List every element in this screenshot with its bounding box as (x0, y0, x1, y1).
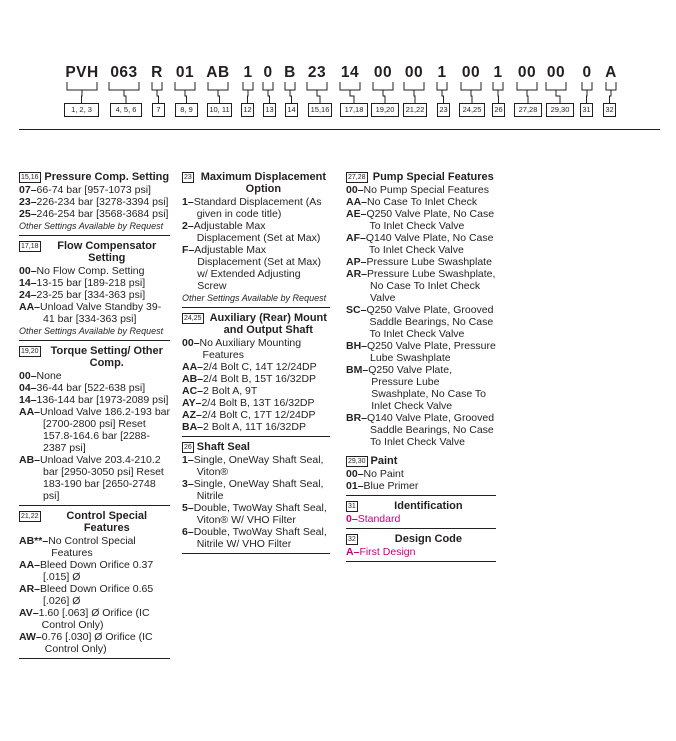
section-paint (346, 455, 496, 496)
code-position-box: 23 (437, 103, 450, 117)
option-code: SC (346, 304, 361, 316)
option-description: No Case To Inlet Check (367, 196, 478, 208)
option-dash: – (30, 382, 37, 394)
section-design-code (346, 533, 496, 562)
position-badge: 29,30 (348, 458, 366, 465)
option-code: 14 (19, 277, 31, 289)
option-description: Unload Valve 203.4-210.2 bar [2950-3050 psi] Reset 183-190 bar [2650-2748 psi] (40, 454, 164, 502)
option-description: 226-234 bar [3278-3394 psi] (36, 196, 169, 208)
option-dash: – (32, 607, 39, 619)
code-char: B (284, 64, 296, 81)
option-dash: – (197, 385, 204, 397)
code-bracket (67, 82, 97, 103)
option-dash: – (357, 480, 364, 492)
section-pump-special (346, 171, 496, 451)
section-note: Other Settings Available by Request (19, 221, 164, 231)
position-badge: 15,16 (21, 174, 39, 181)
option-item (182, 454, 330, 478)
option-item (346, 340, 496, 364)
code-bracket (493, 82, 503, 103)
option-item (19, 454, 170, 502)
code-char: PVH (65, 64, 99, 81)
option-description: No Paint (363, 468, 404, 480)
option-description: Pressure Lube Swashplate, No Case To Inlet Check Valve (367, 268, 496, 304)
option-item (19, 196, 170, 208)
option-code: AA (182, 361, 198, 373)
option-item (182, 409, 330, 421)
option-item (19, 559, 170, 583)
option-code: AA (346, 196, 362, 208)
option-description: 2/4 Bolt B, 13T 16/32DP (201, 397, 315, 409)
section-title: Paint (370, 455, 398, 467)
code-bracket (340, 82, 360, 103)
option-dash: – (197, 373, 204, 385)
option-dash: – (361, 340, 368, 352)
option-item (19, 583, 170, 607)
option-item (346, 268, 496, 304)
option-item (346, 304, 496, 340)
code-position-box: 17,18 (340, 103, 368, 117)
option-description: Bleed Down Orifice 0.37 [.015] Ø (40, 559, 154, 583)
section-heading (19, 345, 170, 369)
section-title: Shaft Seal (196, 441, 250, 453)
section-identification (346, 500, 496, 529)
option-item (19, 631, 170, 655)
option-code: AE (346, 208, 361, 220)
code-position-box: 10, 11 (207, 103, 232, 117)
option-dash: – (360, 208, 367, 220)
section-heading (19, 171, 170, 183)
option-item (19, 184, 170, 196)
section-title: Identification (394, 500, 463, 512)
section-heading (346, 533, 496, 545)
option-code: 25 (19, 208, 31, 220)
position-badge: 32 (348, 536, 356, 543)
option-description: Double, TwoWay Shaft Seal, Nitrile W/ VHO Filter (193, 526, 327, 550)
option-code: 00 (19, 370, 31, 382)
section-title: Design Code (394, 533, 463, 545)
code-position-box: 4, 5, 6 (110, 103, 142, 117)
section-max-displacement (182, 171, 330, 308)
section-heading (19, 240, 170, 264)
position-badge: 19,20 (21, 348, 39, 355)
option-description: 2 Bolt A, 11T 16/32DP (203, 421, 306, 433)
code-char: 00 (517, 64, 537, 81)
option-code: AA (19, 559, 35, 571)
code-bracket (208, 82, 228, 103)
code-char: 00 (404, 64, 424, 81)
code-position-box: 31 (580, 103, 593, 117)
option-dash: – (193, 337, 200, 349)
section-title: Maximum Displacement Option (200, 171, 327, 195)
position-badge: 24,25 (184, 315, 202, 322)
option-description: None (36, 370, 62, 382)
option-dash: – (195, 397, 202, 409)
section-note: Other Settings Available by Request (182, 293, 327, 303)
code-position-box: 15,16 (308, 103, 332, 117)
option-code: 1 (182, 454, 188, 466)
code-char: 1 (493, 64, 503, 81)
code-bracket (263, 82, 273, 103)
section-title: Auxiliary (Rear) Mount and Output Shaft (209, 312, 327, 336)
option-description: Standard (357, 513, 401, 525)
code-position-box: 21,22 (403, 103, 427, 117)
section-flow-compensator (19, 240, 170, 341)
option-dash: – (360, 256, 367, 268)
section-heading (346, 455, 496, 467)
option-code: AB (182, 373, 198, 385)
option-code: AB (19, 454, 35, 466)
option-code: 00 (182, 337, 194, 349)
code-char: 01 (175, 64, 195, 81)
option-dash: – (34, 583, 41, 595)
section-title: Control Special Features (66, 510, 148, 534)
code-bracket (404, 82, 424, 103)
option-dash: – (187, 526, 194, 538)
option-code: 04 (19, 382, 31, 394)
position-badge: 23 (184, 174, 192, 181)
option-description: Q140 Valve Plate, No Case To Inlet Check Valve (365, 232, 494, 256)
code-position-box: 26 (492, 103, 505, 117)
code-bracket (285, 82, 295, 103)
code-char: 00 (546, 64, 566, 81)
option-description: Adjustable Max Displacement (Set at Max) w/ Extended Adjusting Screw (194, 244, 321, 292)
option-code: 01 (346, 480, 358, 492)
option-code: 0 (346, 513, 352, 525)
option-description: Q250 Valve Plate, Pressure Lube Swashplate (367, 340, 496, 364)
section-heading (346, 171, 496, 183)
code-position-box: 14 (285, 103, 298, 117)
option-description: First Design (359, 546, 416, 558)
option-code: BR (346, 412, 362, 424)
code-position-box: 1, 2, 3 (64, 103, 99, 117)
option-dash: – (361, 196, 368, 208)
code-bracket (606, 82, 616, 103)
option-code: AR (19, 583, 35, 595)
position-badge: 31 (348, 503, 356, 510)
option-dash: – (187, 220, 194, 232)
option-item (19, 607, 170, 631)
code-bracket (109, 82, 139, 103)
option-description: 23-25 bar [334-363 psi] (36, 289, 146, 301)
option-item (346, 256, 496, 268)
option-item (346, 232, 496, 256)
option-dash: – (30, 277, 37, 289)
code-bracket (546, 82, 566, 103)
option-item (346, 196, 496, 208)
option-code: 5 (182, 502, 188, 514)
option-item (19, 277, 170, 289)
option-description: No Auxiliary Mounting Features (199, 337, 302, 361)
option-item (19, 394, 170, 406)
option-item (346, 364, 496, 412)
option-dash: – (357, 184, 364, 196)
option-description: 36-44 bar [522-638 psi] (36, 382, 146, 394)
option-description: 0.76 [.030] Ø Orifice (IC Control Only) (41, 631, 153, 655)
option-code: AA (19, 406, 35, 418)
option-code: 1 (182, 196, 188, 208)
option-description: Pressure Lube Swashplate (366, 256, 492, 268)
option-description: Unload Valve 186.2-193 bar [2700-2800 psi] Reset 157.8-164.6 bar [2288-2387 psi] (40, 406, 170, 454)
option-item (182, 196, 330, 220)
option-code: AW (19, 631, 36, 643)
code-bracket (461, 82, 481, 103)
position-badge: 17,18 (21, 243, 39, 250)
option-description: 2/4 Bolt B, 15T 16/32DP (203, 373, 317, 385)
option-item (182, 421, 330, 433)
option-item (182, 385, 330, 397)
section-title: Pump Special Features (372, 171, 494, 183)
code-connector-lines (0, 60, 676, 120)
option-dash: – (187, 502, 194, 514)
code-position-box: 7 (152, 103, 165, 117)
option-code: 07 (19, 184, 31, 196)
option-code: 00 (346, 468, 358, 480)
option-code: 2 (182, 220, 188, 232)
option-description: Blue Primer (363, 480, 419, 492)
section-pressure-comp (19, 171, 170, 236)
code-char: 1 (243, 64, 253, 81)
option-item (182, 397, 330, 409)
option-code: 3 (182, 478, 188, 490)
code-char: A (605, 64, 617, 81)
option-item (346, 468, 496, 480)
option-dash: – (197, 421, 204, 433)
option-dash: – (30, 208, 37, 220)
code-char: 23 (307, 64, 327, 81)
option-item (19, 382, 170, 394)
option-description: 136-144 bar [1973-2089 psi] (36, 394, 169, 406)
option-description: Q250 Valve Plate, Grooved Saddle Bearings, No Case To Inlet Check Valve (366, 304, 494, 340)
code-position-box: 19,20 (371, 103, 399, 117)
option-code: AF (346, 232, 360, 244)
option-dash: – (353, 546, 360, 558)
option-code: 24 (19, 289, 31, 301)
section-shaft-seal (182, 441, 330, 554)
position-badge: 27,28 (348, 174, 366, 181)
section-title: Pressure Comp. Setting (44, 171, 170, 183)
option-code: 23 (19, 196, 31, 208)
code-bracket (175, 82, 195, 103)
code-position-box: 24,25 (459, 103, 485, 117)
option-item (346, 480, 496, 492)
option-dash: – (360, 232, 366, 244)
option-item (182, 220, 330, 244)
code-position-box: 12 (241, 103, 254, 117)
option-dash: – (30, 184, 37, 196)
option-description: Adjustable Max Displacement (Set at Max) (193, 220, 321, 244)
section-heading (182, 312, 330, 336)
option-dash: – (34, 559, 41, 571)
code-position-box: 27,28 (514, 103, 542, 117)
option-code: 00 (19, 265, 31, 277)
column-1 (19, 171, 170, 663)
option-code: AR (346, 268, 362, 280)
option-dash: – (30, 394, 37, 406)
option-description: Standard Displacement (As given in code title) (193, 196, 322, 220)
model-code-header (0, 60, 676, 120)
option-code: AZ (182, 409, 196, 421)
code-char: 1 (437, 64, 447, 81)
option-item (182, 373, 330, 385)
option-description: Q250 Valve Plate, Pressure Lube Swashplate, No Case To Inlet Check Valve (368, 364, 486, 412)
code-char: 0 (263, 64, 273, 81)
option-dash: – (188, 244, 195, 256)
code-position-box: 13 (263, 103, 276, 117)
option-code: BM (346, 364, 363, 376)
option-dash: – (34, 454, 41, 466)
code-char: 00 (461, 64, 481, 81)
option-dash: – (34, 301, 41, 313)
option-dash: – (34, 406, 41, 418)
code-bracket (243, 82, 253, 103)
option-description: 2/4 Bolt C, 14T 12/24DP (203, 361, 317, 373)
option-description: 246-254 bar [3568-3684 psi] (36, 208, 169, 220)
option-dash: – (30, 289, 37, 301)
option-description: No Pump Special Features (363, 184, 490, 196)
option-dash: – (187, 454, 194, 466)
header-divider (19, 129, 660, 130)
section-heading (182, 171, 330, 195)
option-code: 00 (346, 184, 358, 196)
option-item (182, 502, 330, 526)
section-title: Flow Compensator Setting (57, 240, 157, 264)
option-item (19, 370, 170, 382)
option-dash: – (362, 364, 369, 376)
option-item (182, 361, 330, 373)
option-dash: – (187, 196, 194, 208)
option-dash: – (35, 631, 42, 643)
option-description: 2/4 Bolt C, 17T 12/24DP (201, 409, 316, 421)
option-item (19, 265, 170, 277)
option-item (346, 208, 496, 232)
option-dash: – (30, 370, 37, 382)
code-bracket (373, 82, 393, 103)
option-description: Single, OneWay Shaft Seal, Viton® (193, 454, 324, 478)
section-heading (182, 441, 330, 453)
option-description: Q140 Valve Plate, Grooved Saddle Bearings, No Case To Inlet Check Valve (367, 412, 495, 448)
option-dash: – (360, 304, 367, 316)
code-bracket (437, 82, 447, 103)
code-position-box: 29,30 (546, 103, 574, 117)
code-bracket (582, 82, 592, 103)
option-dash: – (30, 265, 37, 277)
option-code: AV (19, 607, 33, 619)
code-bracket (152, 82, 162, 103)
option-item (19, 289, 170, 301)
option-description: Q250 Valve Plate, No Case To Inlet Check Valve (366, 208, 495, 232)
option-code: BH (346, 340, 362, 352)
code-char: R (151, 64, 163, 81)
code-char: 063 (110, 64, 138, 81)
option-description: 13-15 bar [189-218 psi] (36, 277, 146, 289)
option-item (346, 513, 496, 525)
option-code: AP (346, 256, 361, 268)
code-char: 00 (373, 64, 393, 81)
option-code: 6 (182, 526, 188, 538)
option-item (182, 526, 330, 550)
section-torque-setting (19, 345, 170, 506)
option-dash: – (187, 478, 194, 490)
section-heading (19, 510, 170, 534)
option-item (346, 184, 496, 196)
option-code: AY (182, 397, 196, 409)
column-2 (182, 171, 330, 558)
option-item (19, 535, 170, 559)
option-description: Bleed Down Orifice 0.65 [.026] Ø (40, 583, 154, 607)
option-dash: – (357, 468, 364, 480)
option-item (19, 208, 170, 220)
code-bracket (517, 82, 537, 103)
option-item (19, 301, 170, 325)
option-description: 66-74 bar [957-1073 psi] (36, 184, 151, 196)
section-control-special (19, 510, 170, 659)
option-code: BA (182, 421, 198, 433)
option-dash: – (30, 196, 37, 208)
section-heading (346, 500, 496, 512)
option-dash: – (197, 361, 204, 373)
option-item (182, 337, 330, 361)
code-position-box: 8, 9 (175, 103, 198, 117)
option-item (346, 546, 496, 558)
option-code: AC (182, 385, 198, 397)
option-description: No Control Special Features (48, 535, 136, 559)
option-item (346, 412, 496, 448)
section-note: Other Settings Available by Request (19, 326, 164, 336)
option-code: 14 (19, 394, 31, 406)
option-item (182, 478, 330, 502)
code-char: 0 (582, 64, 592, 81)
option-code: F (182, 244, 189, 256)
option-code: AB** (19, 535, 43, 547)
position-badge: 26 (184, 444, 192, 451)
section-title: Torque Setting/ Other Comp. (50, 345, 163, 369)
option-description: 2 Bolt A, 9T (203, 385, 258, 397)
option-description: Unload Valve Standby 39-41 bar [334-363 psi] (40, 301, 162, 325)
option-description: 1.60 [.063] Ø Orifice (IC Control Only) (38, 607, 150, 631)
option-dash: – (361, 412, 368, 424)
option-item (182, 244, 330, 292)
option-dash: – (196, 409, 202, 421)
option-dash: – (361, 268, 368, 280)
option-code: AA (19, 301, 35, 313)
option-code: A (346, 546, 354, 558)
option-item (19, 406, 170, 454)
position-badge: 21,22 (21, 513, 39, 520)
option-description: No Flow Comp. Setting (36, 265, 145, 277)
section-aux-mount (182, 312, 330, 437)
column-3 (346, 171, 496, 566)
code-char: 14 (340, 64, 360, 81)
option-dash: – (42, 535, 49, 547)
code-position-box: 32 (603, 103, 616, 117)
option-dash: – (351, 513, 358, 525)
code-char: AB (206, 64, 230, 81)
option-description: Single, OneWay Shaft Seal, Nitrile (193, 478, 324, 502)
option-description: Double, TwoWay Shaft Seal, Viton® W/ VHO Filter (193, 502, 327, 526)
code-bracket (307, 82, 327, 103)
